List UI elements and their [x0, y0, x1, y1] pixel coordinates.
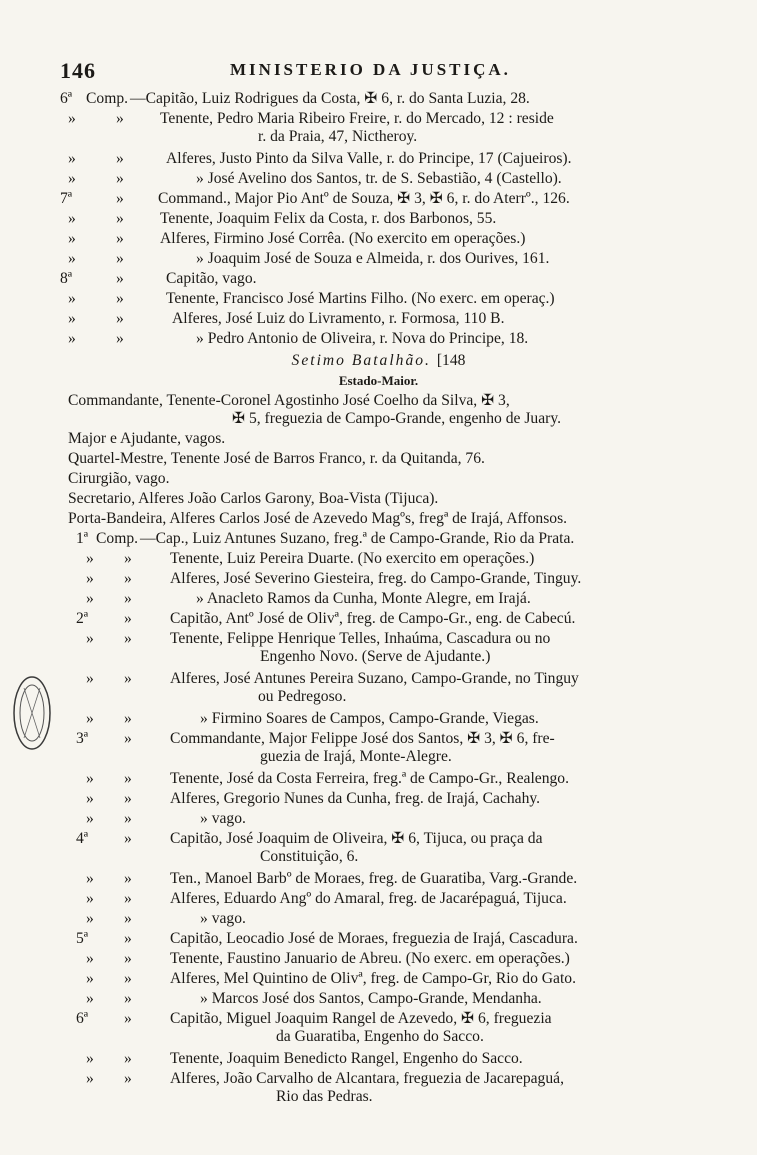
- entry-continuation: Rio das Pedras.: [276, 1088, 373, 1105]
- ditto-mark: »: [86, 710, 94, 727]
- entry-text: Capitão, vago.: [166, 270, 257, 287]
- entry-text: » Anacleto Ramos da Cunha, Monte Alegre, em Irajá.: [196, 590, 531, 607]
- ditto-mark: »: [124, 990, 132, 1007]
- ditto-mark: »: [86, 950, 94, 967]
- ditto-mark: »: [124, 770, 132, 787]
- company-label: Comp.: [86, 90, 129, 107]
- ditto-mark: »: [116, 150, 124, 167]
- entry-text: Alferes, Firmino José Corrêa. (No exercito em operações.): [160, 230, 526, 247]
- company-number: 1ª: [76, 530, 89, 547]
- ditto-mark: »: [86, 970, 94, 987]
- entry-text: Tenente, Pedro Maria Ribeiro Freire, r. do Mercado, 12 : reside: [160, 110, 554, 127]
- entry-text: Alferes, Mel Quintino de Olivª, freg. de Campo-Gr, Rio do Gato.: [170, 970, 577, 987]
- entry-text: » vago.: [200, 810, 246, 827]
- ditto-mark: »: [68, 330, 76, 347]
- page-reference: [148: [436, 352, 466, 369]
- entry-text: —Cap., Luiz Antunes Suzano, freg.ª de Campo-Grande, Rio da Prata.: [140, 530, 575, 547]
- ditto-mark: »: [68, 290, 76, 307]
- ditto-mark: »: [116, 190, 124, 207]
- ditto-mark: »: [86, 870, 94, 887]
- company-number: 6ª: [60, 90, 73, 107]
- company-number: 2ª: [76, 610, 89, 627]
- ditto-mark: »: [86, 810, 94, 827]
- entry-continuation: Engenho Novo. (Serve de Ajudante.): [260, 648, 491, 665]
- running-title: MINISTERIO DA JUSTIÇA.: [230, 60, 511, 79]
- ditto-mark: »: [116, 230, 124, 247]
- ditto-mark: »: [124, 710, 132, 727]
- ditto-mark: »: [86, 1050, 94, 1067]
- ditto-mark: »: [124, 870, 132, 887]
- ditto-mark: »: [116, 330, 124, 347]
- company-number: 4ª: [76, 830, 89, 847]
- entry-continuation: ou Pedregoso.: [258, 688, 347, 705]
- ditto-mark: »: [86, 990, 94, 1007]
- ditto-mark: »: [68, 170, 76, 187]
- entry-text: » Pedro Antonio de Oliveira, r. Nova do Principe, 18.: [196, 330, 529, 347]
- company-number: 8ª: [60, 270, 73, 287]
- ditto-mark: »: [86, 910, 94, 927]
- company-number: 5ª: [76, 930, 89, 947]
- section-title-text: Setimo Batalhão.: [291, 352, 431, 369]
- company-label: Comp.: [96, 530, 139, 547]
- entry-continuation: guezia de Irajá, Monte-Alegre.: [260, 748, 452, 765]
- entry-text: Quartel-Mestre, Tenente José de Barros Franco, r. da Quitanda, 76.: [68, 450, 485, 467]
- entry-text: Alferes, José Antunes Pereira Suzano, Campo-Grande, no Tinguy: [170, 670, 579, 687]
- entry-text: Capitão, José Joaquim de Oliveira, ✠ 6, Tijuca, ou praça da: [170, 830, 543, 847]
- entry-text: Alferes, Gregorio Nunes da Cunha, freg. de Irajá, Cachahy.: [170, 790, 541, 807]
- ditto-mark: »: [68, 230, 76, 247]
- ditto-mark: »: [68, 210, 76, 227]
- ditto-mark: »: [86, 570, 94, 587]
- ditto-mark: »: [124, 890, 132, 907]
- ditto-mark: »: [124, 790, 132, 807]
- ditto-mark: »: [116, 210, 124, 227]
- ditto-mark: »: [86, 890, 94, 907]
- entry-text: Secretario, Alferes João Carlos Garony, Boa-Vista (Tijuca).: [68, 490, 439, 507]
- entry-text: Porta-Bandeira, Alferes Carlos José de Azevedo Magºs, fregª de Irajá, Affonsos.: [68, 510, 568, 527]
- entry-text: Alferes, Justo Pinto da Silva Valle, r. do Principe, 17 (Cajueiros).: [166, 150, 572, 167]
- entry-text: Tenente, Felippe Henrique Telles, Inhaúma, Cascadura ou no: [170, 630, 551, 647]
- section-title: [0, 352, 757, 370]
- ditto-mark: »: [68, 250, 76, 267]
- entry-text: Alferes, José Luiz do Livramento, r. Formosa, 110 B.: [172, 310, 505, 327]
- entry-text: » José Avelino dos Santos, tr. de S. Sebastião, 4 (Castello).: [196, 170, 562, 187]
- library-stamp-icon: [6, 668, 52, 758]
- entry-text: » Marcos José dos Santos, Campo-Grande, Mendanha.: [200, 990, 542, 1007]
- entry-continuation: Constituição, 6.: [260, 848, 359, 865]
- entry-text: Commandante, Tenente-Coronel Agostinho José Coelho da Silva, ✠ 3,: [68, 392, 510, 409]
- ditto-mark: »: [68, 110, 76, 127]
- ditto-mark: »: [124, 970, 132, 987]
- entry-text: Tenente, Joaquim Benedicto Rangel, Engenho do Sacco.: [170, 1050, 523, 1067]
- ditto-mark: »: [124, 1050, 132, 1067]
- page-header: [60, 58, 700, 82]
- company-number: 3ª: [76, 730, 89, 747]
- ditto-mark: »: [68, 150, 76, 167]
- entry-text: Tenente, Luiz Pereira Duarte. (No exercito em operações.): [170, 550, 535, 567]
- ditto-mark: »: [124, 1070, 132, 1087]
- entry-text: Ten., Manoel Barbº de Moraes, freg. de Guaratiba, Varg.-Grande.: [170, 870, 578, 887]
- section-subtitle: Estado-Maior.: [338, 373, 419, 388]
- ditto-mark: »: [124, 630, 132, 647]
- entry-text: Alferes, João Carvalho de Alcantara, freguezia de Jacarepaguá,: [170, 1070, 564, 1087]
- ditto-mark: »: [124, 810, 132, 827]
- company-number: 7ª: [60, 190, 73, 207]
- entry-text: Tenente, José da Costa Ferreira, freg.ª de Campo-Gr., Realengo.: [170, 770, 569, 787]
- ditto-mark: »: [124, 590, 132, 607]
- entry-text: » Joaquim José de Souza e Almeida, r. dos Ourives, 161.: [196, 250, 550, 267]
- entry-text: Alferes, Eduardo Angº do Amaral, freg. de Jacarépaguá, Tijuca.: [170, 890, 567, 907]
- ditto-mark: »: [124, 730, 132, 747]
- entry-continuation: ✠ 5, freguezia de Campo-Grande, engenho de Juary.: [232, 410, 561, 427]
- entry-text: Capitão, Leocadio José de Moraes, freguezia de Irajá, Cascadura.: [170, 930, 578, 947]
- entry-text: Alferes, José Severino Giesteira, freg. do Campo-Grande, Tinguy.: [170, 570, 582, 587]
- ditto-mark: »: [124, 550, 132, 567]
- entry-text: Commandante, Major Felippe José dos Santos, ✠ 3, ✠ 6, fre-: [170, 730, 555, 747]
- ditto-mark: »: [124, 1010, 132, 1027]
- entry-continuation: r. da Praia, 47, Nictheroy.: [258, 128, 418, 145]
- entry-continuation: da Guaratiba, Engenho do Sacco.: [276, 1028, 484, 1045]
- ditto-mark: »: [86, 670, 94, 687]
- ditto-mark: »: [86, 770, 94, 787]
- ditto-mark: »: [116, 290, 124, 307]
- entry-text: Cirurgião, vago.: [68, 470, 170, 487]
- entry-text: Command., Major Pio Antº de Souza, ✠ 3, ✠ 6, r. do Aterrº., 126.: [158, 190, 570, 207]
- ditto-mark: »: [124, 910, 132, 927]
- entry-text: » Firmino Soares de Campos, Campo-Grande, Viegas.: [200, 710, 539, 727]
- ditto-mark: »: [116, 250, 124, 267]
- ditto-mark: »: [86, 550, 94, 567]
- page-number: 146: [60, 58, 96, 83]
- entry-text: Tenente, Francisco José Martins Filho. (No exerc. em operaç.): [166, 290, 555, 307]
- entry-text: Capitão, Miguel Joaquim Rangel de Azevedo, ✠ 6, freguezia: [170, 1010, 552, 1027]
- ditto-mark: »: [86, 630, 94, 647]
- entry-text: Major e Ajudante, vagos.: [68, 430, 226, 447]
- ditto-mark: »: [86, 790, 94, 807]
- ditto-mark: »: [124, 570, 132, 587]
- ditto-mark: »: [124, 930, 132, 947]
- ditto-mark: »: [86, 590, 94, 607]
- entry-text: Capitão, Antº José de Olivª, freg. de Campo-Gr., eng. de Cabecú.: [170, 610, 576, 627]
- entry-text: » vago.: [200, 910, 246, 927]
- ditto-mark: »: [116, 110, 124, 127]
- entry-text: Tenente, Faustino Januario de Abreu. (No exerc. em operações.): [170, 950, 570, 967]
- ditto-mark: »: [116, 170, 124, 187]
- company-number: 6ª: [76, 1010, 89, 1027]
- ditto-mark: »: [124, 610, 132, 627]
- ditto-mark: »: [124, 670, 132, 687]
- ditto-mark: »: [124, 830, 132, 847]
- ditto-mark: »: [86, 1070, 94, 1087]
- ditto-mark: »: [116, 310, 124, 327]
- ditto-mark: »: [124, 950, 132, 967]
- ditto-mark: »: [116, 270, 124, 287]
- entry-text: Tenente, Joaquim Felix da Costa, r. dos Barbonos, 55.: [160, 210, 497, 227]
- entry-text: —Capitão, Luiz Rodrigues da Costa, ✠ 6, r. do Santa Luzia, 28.: [130, 90, 530, 107]
- ditto-mark: »: [68, 310, 76, 327]
